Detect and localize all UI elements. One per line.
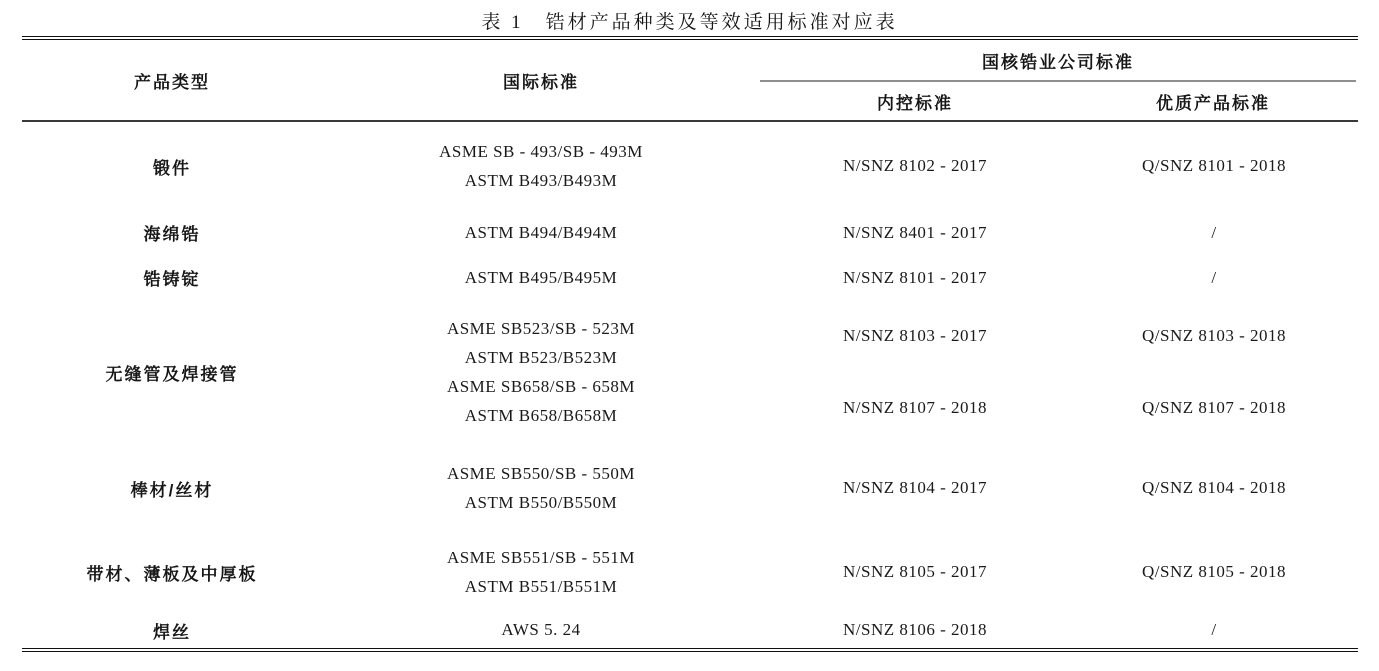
intl-standard-line: ASTM B493/B493M (464, 171, 618, 190)
intl-standards-cell (322, 444, 760, 532)
intl-standard-line: ASME SB658/SB - 658M (446, 377, 636, 396)
intl-standards-cell (322, 532, 760, 612)
intl-standard-line: ASME SB - 493/SB - 493M (439, 142, 643, 161)
internal-standard-cell: N/SNZ 8106 - 2018 (842, 620, 988, 639)
standards-table (22, 36, 1358, 652)
intl-standard-line: ASME SB550/SB - 550M (446, 464, 636, 483)
internal-standard-cell: N/SNZ 8103 - 2017 (842, 326, 988, 345)
company-standards-subrows (760, 300, 1358, 444)
header-row (22, 40, 1358, 122)
intl-standard-line: ASTM B523/B523M (464, 348, 618, 367)
header-quality: 优质产品标准 (1156, 93, 1270, 113)
product-cell: 海绵锆 (143, 225, 201, 244)
intl-standards-cell: ASTM B494/B494M (464, 222, 618, 242)
header-product: 产品类型 (134, 72, 210, 92)
header-internal: 内控标准 (877, 93, 953, 113)
internal-standard-cell: N/SNZ 8104 - 2017 (842, 478, 988, 497)
intl-standard-line: ASTM B551/B551M (464, 577, 618, 596)
table-row-bar-wire (22, 444, 1358, 532)
internal-standard-cell: N/SNZ 8105 - 2017 (842, 562, 988, 581)
table-row-cast-ingot (22, 255, 1358, 300)
quality-standard-cell: Q/SNZ 8107 - 2018 (1141, 398, 1287, 417)
table-title: 表 1 锆材产品种类及等效适用标准对应表 (481, 12, 898, 33)
subrow (760, 300, 1358, 372)
header-company-label: 国核锆业公司标准 (760, 40, 1356, 82)
table-row-strip-sheet-plate (22, 532, 1358, 612)
quality-standard-cell: Q/SNZ 8105 - 2018 (1141, 562, 1287, 581)
product-cell: 无缝管及焊接管 (105, 364, 239, 384)
intl-standard-line: ASTM B550/B550M (464, 493, 618, 512)
quality-standard-cell: / (1211, 222, 1217, 242)
table-row-sponge-zirconium (22, 210, 1358, 255)
intl-standards-cell (322, 300, 760, 444)
header-company-group (760, 40, 1356, 120)
product-cell: 棒材/丝材 (130, 480, 214, 500)
intl-standard-line: ASME SB551/SB - 551M (446, 548, 636, 567)
product-cell: 锆铸锭 (143, 270, 201, 289)
intl-standards-cell: AWS 5. 24 (501, 620, 581, 639)
quality-standard-cell: Q/SNZ 8101 - 2018 (1141, 156, 1287, 175)
quality-standard-cell: / (1211, 267, 1217, 287)
product-cell: 带材、薄板及中厚板 (86, 564, 258, 584)
product-cell: 焊丝 (153, 622, 191, 642)
table-row-tubes (22, 300, 1358, 444)
quality-standard-cell: Q/SNZ 8103 - 2018 (1141, 326, 1287, 345)
table-row-forgings (22, 122, 1358, 210)
internal-standard-cell: N/SNZ 8401 - 2017 (842, 222, 988, 242)
intl-standards-cell (322, 122, 760, 210)
intl-standard-line: ASTM B658/B658M (464, 406, 618, 425)
table-row-welding-wire (22, 612, 1358, 648)
quality-standard-cell: Q/SNZ 8104 - 2018 (1141, 478, 1287, 497)
header-subcolumns (760, 82, 1356, 120)
quality-standard-cell: / (1211, 620, 1217, 639)
product-cell: 锻件 (153, 158, 191, 178)
internal-standard-cell: N/SNZ 8102 - 2017 (842, 156, 988, 175)
intl-standard-line: ASME SB523/SB - 523M (446, 319, 636, 338)
internal-standard-cell: N/SNZ 8107 - 2018 (842, 398, 988, 417)
header-intl: 国际标准 (503, 72, 579, 92)
internal-standard-cell: N/SNZ 8101 - 2017 (842, 267, 988, 287)
subrow (760, 372, 1358, 444)
intl-standards-cell: ASTM B495/B495M (464, 267, 618, 287)
